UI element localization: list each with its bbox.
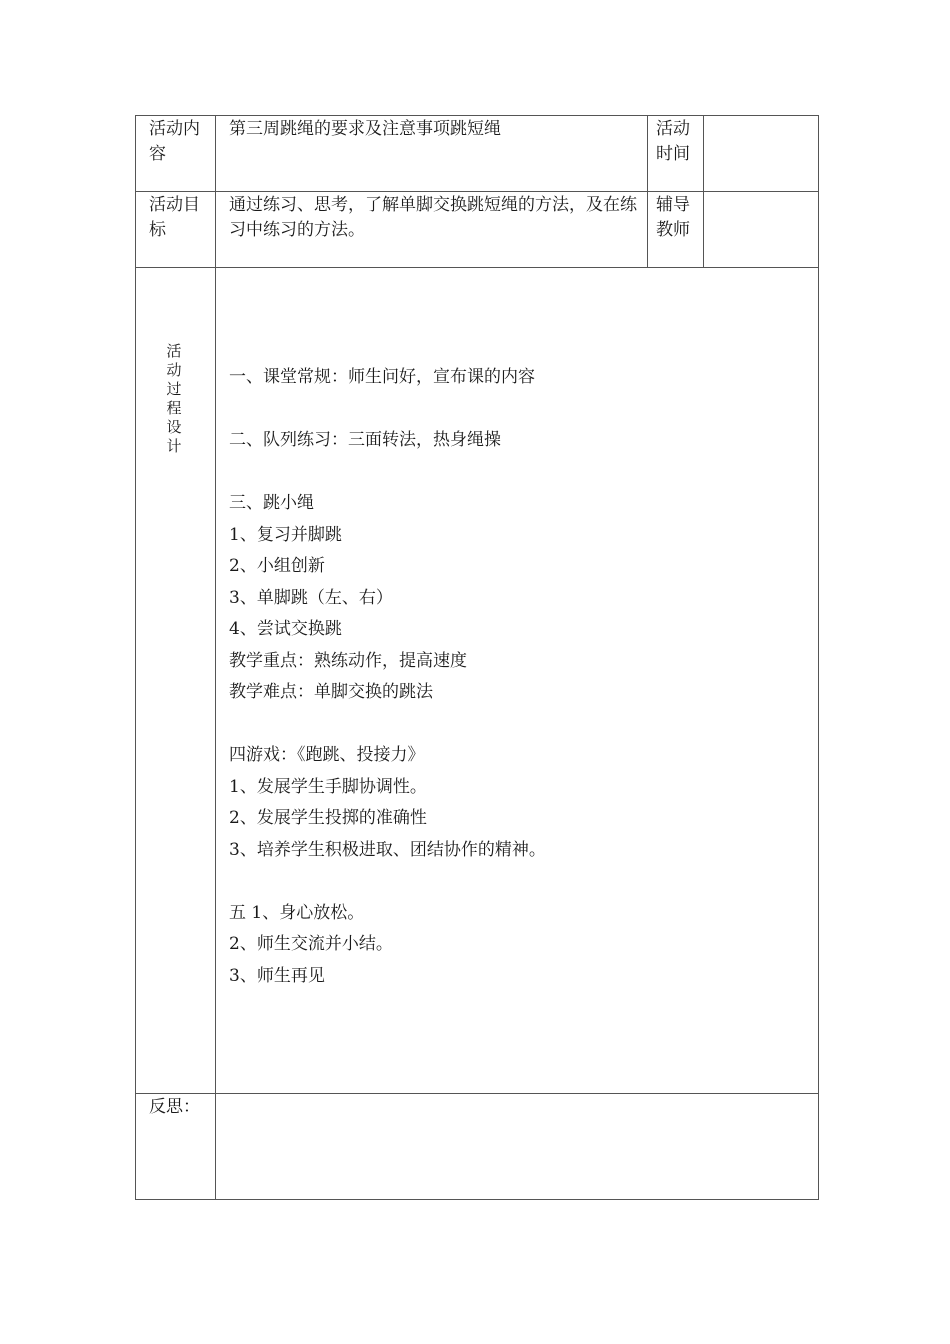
column-divider [647,116,648,267]
row-divider [136,267,818,268]
activity-goal-value: 通过练习、思考，了解单脚交换跳短绳的方法，及在练习中练习的方法。 [229,195,637,240]
plan-line: 三、跳小绳 [229,493,314,513]
row-divider [136,1093,818,1094]
activity-content-label: 活动内容 [149,119,200,164]
row-divider [136,191,818,192]
plan-line: 一、课堂常规：师生问好，宣布课的内容 [229,367,535,387]
plan-line: 2、小组创新 [229,556,325,576]
plan-line: 四游戏：《跑跳、投接力》 [229,745,425,765]
reflection-label: 反思： [149,1097,200,1117]
plan-line: 1、复习并脚跳 [229,525,342,545]
activity-goal-label: 活动目标 [149,195,200,240]
plan-line: 2、师生交流并小结。 [229,934,393,954]
plan-line: 1、发展学生手脚协调性。 [229,777,427,797]
column-divider [215,116,216,1199]
plan-line: 五 1、身心放松。 [229,903,365,923]
column-divider [703,116,704,267]
activity-time-label: 活动时间 [656,119,690,164]
plan-line: 3、单脚跳（左、右） [229,588,393,608]
plan-line: 教学重点：熟练动作，提高速度 [229,651,467,671]
teacher-label: 辅导教师 [656,195,690,240]
plan-line: 教学难点：单脚交换的跳法 [229,682,433,702]
plan-line: 4、尝试交换跳 [229,619,342,639]
process-design-label: 活动过程设计 [166,342,182,455]
plan-line: 2、发展学生投掷的准确性 [229,808,427,828]
plan-line: 二、队列练习：三面转法，热身绳操 [229,430,501,450]
plan-line: 3、培养学生积极进取、团结协作的精神。 [229,840,546,860]
activity-content-value: 第三周跳绳的要求及注意事项跳短绳 [229,119,501,139]
plan-line: 3、师生再见 [229,966,325,986]
